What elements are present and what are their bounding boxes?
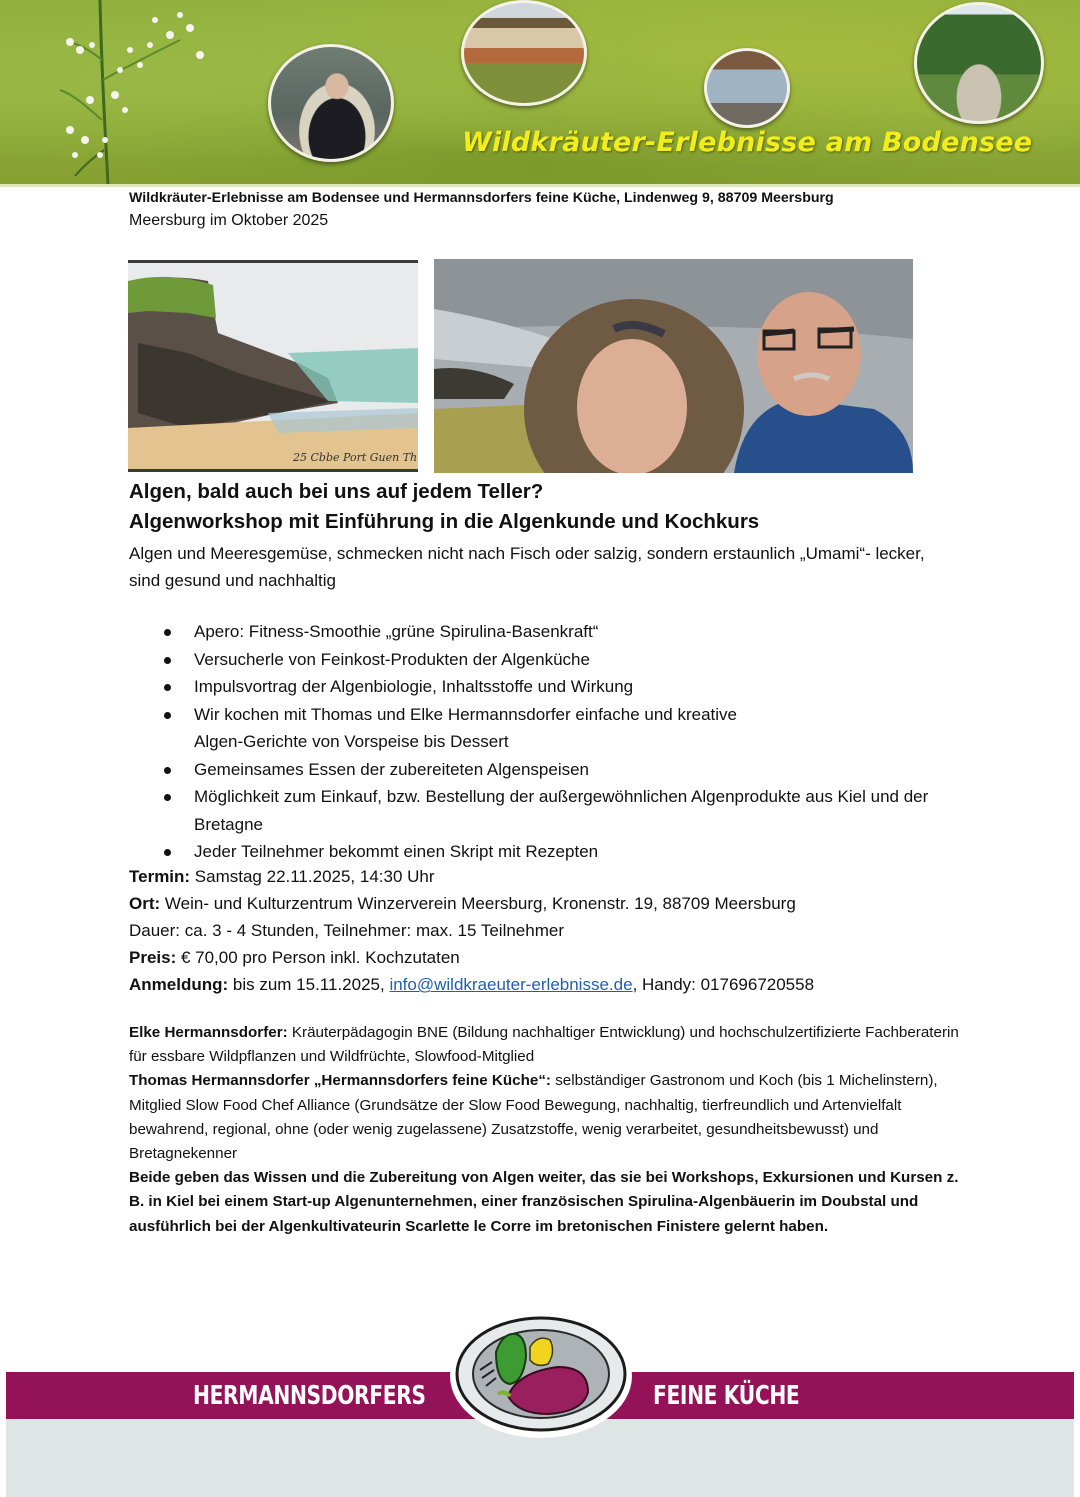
instructor-bio <box>129 1021 959 1239</box>
termin-row <box>129 863 949 890</box>
banner-title: Wildkräuter-Erlebnisse am Bodensee <box>462 127 1033 158</box>
bullet-icon <box>164 629 171 636</box>
list-item: Möglichkeit zum Einkauf, bzw. Bestellung der außergewöhnlichen Algenprodukte aus Kiel und der Bretagne <box>160 783 964 838</box>
ort-row <box>129 890 949 917</box>
anmeldung-deadline: bis zum 15.11.2025, <box>228 975 390 994</box>
elke-bio <box>129 1021 959 1069</box>
jars-photo <box>704 48 790 128</box>
footer-brand-right: FEINE KÜCHE <box>653 1381 800 1411</box>
anmeldung-row <box>129 971 949 998</box>
vegetable-plate-logo-icon <box>448 1312 634 1440</box>
page-title: Algen, bald auch bei uns auf jedem Teller? <box>129 480 544 503</box>
event-details <box>129 863 949 998</box>
banner-divider <box>0 184 1080 187</box>
list-item: Gemeinsames Essen der zubereiteten Algenspeisen <box>160 756 960 784</box>
preis-value: € 70,00 pro Person inkl. Kochzutaten <box>176 948 460 967</box>
intro-paragraph: Algen und Meeresgemüse, schmecken nicht nach Fisch oder salzig, sondern erstaunlich „Umami“- lecker, sind gesund und nachhaltig <box>129 544 925 590</box>
thomas-name: Thomas Hermannsdorfer „Hermannsdorfers feine Küche“: <box>129 1072 551 1090</box>
ort-value: Wein- und Kulturzentrum Winzerverein Meersburg, Kronenstr. 19, 88709 Meersburg <box>160 894 796 913</box>
herb-guide-photo <box>268 44 394 162</box>
thomas-text: selbständiger Gastronom und Koch (bis 1 Michelinstern), Mitglied Slow Food Chef Alliance (Grundsätze der Slow Food Bewegung, nachhaltig, tierfreundlich und Artenvielfalt bewahrend, regional, ohne (oder wenig zugelassene) Zusatzstoffe, wenig verarbeitet, gesundheitsbewusst) und Bretagnekenner <box>129 1072 938 1163</box>
list-item: Jeder Teilnehmer bekommt einen Skript mit Rezepten <box>160 838 960 866</box>
dauer-row: Dauer: ca. 3 - 4 Stunden, Teilnehmer: max. 15 Teilnehmer <box>129 921 564 940</box>
couple-selfie-photo <box>434 259 913 473</box>
phone-number: , Handy: 017696720558 <box>632 975 815 994</box>
closing-paragraph: Beide geben das Wissen und die Zubereitung von Algen weiter, das sie bei Workshops, Exkursionen und Kursen z. B. in Kiel bei einem Start-up Algenunternehmen, einer französischen Spirulina-Algenbäuerin im Doubstal und ausführlich bei der Algenkultivateurin Scarlette le Corre im bretonischen Finistere gelernt haben. <box>129 1169 959 1235</box>
preis-row <box>129 944 949 971</box>
bullet-icon <box>164 794 171 801</box>
wildflower-image <box>30 0 220 186</box>
coast-painting-art <box>128 263 418 469</box>
group-hike-photo <box>914 2 1044 124</box>
painting-signature: 25 Cbbe Port Guen Th <box>293 451 418 464</box>
venue-photo <box>461 0 587 106</box>
preis-label: Preis: <box>129 948 177 967</box>
bullet-icon <box>164 849 171 856</box>
list-item: Wir kochen mit Thomas und Elke Hermannsdorfer einfache und kreative Algen-Gerichte von Vorspeise bis Dessert <box>160 701 774 756</box>
thomas-bio <box>129 1069 959 1166</box>
coast-painting <box>128 260 418 472</box>
couple-selfie-art <box>434 259 913 473</box>
list-item: Apero: Fitness-Smoothie „grüne Spirulina-Basenkraft“ <box>160 618 960 646</box>
list-item: Versucherle von Feinkost-Produkten der Algenküche <box>160 646 960 674</box>
page-subtitle: Algenworkshop mit Einführung in die Algenkunde und Kochkurs <box>129 510 760 533</box>
anmeldung-label: Anmeldung: <box>129 975 229 994</box>
ort-label: Ort: <box>129 894 161 913</box>
elke-name: Elke Hermannsdorfer: <box>129 1024 288 1041</box>
dateline: Meersburg im Oktober 2025 <box>129 212 329 229</box>
elke-text: Kräuterpädagogin BNE (Bildung nachhaltiger Entwicklung) und hochschulzertifizierte Fachberaterin für essbare Wildpflanzen und Wildfrüchte, Slowfood-Mitglied <box>129 1024 959 1066</box>
email-link[interactable]: info@wildkraeuter-erlebnisse.de <box>389 975 633 994</box>
list-item: Impulsvortrag der Algenbiologie, Inhaltsstoffe und Wirkung <box>160 673 960 701</box>
termin-label: Termin: <box>129 867 191 886</box>
bullet-icon <box>164 684 171 691</box>
bullet-icon <box>164 767 171 774</box>
sender-address: Wildkräuter-Erlebnisse am Bodensee und Hermannsdorfers feine Küche, Lindenweg 9, 88709 Meersburg <box>129 190 834 206</box>
footer-brand-left: HERMANNSDORFERS <box>193 1381 426 1411</box>
program-list <box>160 618 960 866</box>
bullet-icon <box>164 657 171 664</box>
termin-value: Samstag 22.11.2025, 14:30 Uhr <box>190 867 435 886</box>
header-banner <box>0 0 1080 186</box>
bullet-icon <box>164 712 171 719</box>
